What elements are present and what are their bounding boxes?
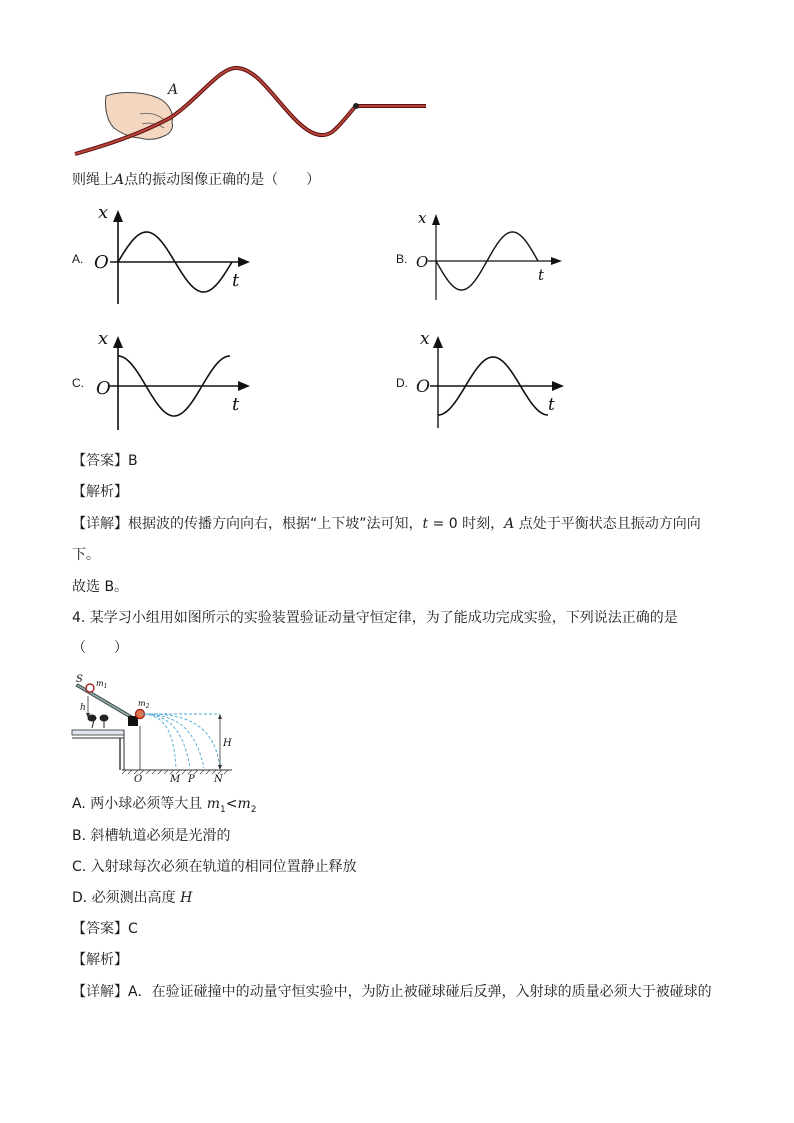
svg-text:t: t — [232, 394, 240, 415]
question3-analysis: 【解析】 — [72, 484, 128, 500]
graph-option-c — [88, 328, 258, 438]
graph-option-b-label: B. — [396, 252, 408, 266]
question3-detail-line2: 下。 — [72, 547, 100, 563]
question3-conclusion: 故选 B。 — [72, 579, 129, 595]
svg-text:O: O — [134, 774, 143, 784]
svg-text:x: x — [418, 209, 427, 227]
svg-text:M: M — [170, 774, 181, 784]
question3-stem: 则绳上A点的振动图像正确的是（ ） — [72, 172, 321, 188]
question4-option-a: A. 两小球必须等大且 $m_1<m_2$ — [72, 796, 257, 815]
question4-stem-line2: （ ） — [72, 640, 128, 656]
question3-answer: 【答案】B — [72, 453, 138, 469]
svg-text:h: h — [80, 703, 86, 713]
graph-option-d-label: D. — [396, 376, 408, 390]
svg-text:H: H — [223, 738, 232, 749]
svg-text:P: P — [188, 774, 195, 784]
svg-text:m1: $m_1$ — [96, 679, 108, 690]
svg-text:O: O — [416, 253, 429, 271]
svg-text:N: N — [214, 774, 223, 784]
svg-text:O: O — [96, 378, 111, 399]
svg-text:t: t — [548, 395, 555, 415]
rope-end-dot — [353, 103, 359, 109]
graph-option-a-label: A. — [72, 252, 84, 266]
point-a-label: A — [168, 82, 179, 98]
question4-option-b: B. 斜槽轨道必须是光滑的 — [72, 828, 231, 844]
svg-text:x: x — [98, 202, 109, 223]
question4-option-d: D. 必须测出高度 H — [72, 890, 193, 906]
question4-detail-line1: 【详解】A．在验证碰撞中的动量守恒实验中，为防止被碰球碰后反弹，入射球的质量必须大于被碰球的 — [72, 984, 712, 1000]
question4-option-c: C. 入射球每次必须在轨道的相同位置静止释放 — [72, 859, 357, 875]
svg-text:t: t — [538, 266, 545, 284]
graph-option-d — [410, 328, 580, 432]
momentum-apparatus-figure — [70, 672, 240, 784]
graph-option-a — [88, 202, 258, 312]
svg-text:x: x — [420, 329, 430, 349]
svg-text:O: O — [416, 377, 430, 397]
graph-option-c-label: C. — [72, 376, 84, 390]
question4-answer: 【答案】C — [72, 921, 138, 937]
graph-option-b — [410, 206, 580, 306]
svg-text:t: t — [232, 270, 240, 291]
question4-stem-line1: 4. 某学习小组用如图所示的实验装置验证动量守恒定律，为了能成功完成实验，下列说法正确的是 — [72, 610, 678, 626]
question4-analysis: 【解析】 — [72, 952, 128, 968]
svg-text:x: x — [98, 328, 109, 349]
svg-text:S: S — [76, 674, 83, 685]
question3-detail-line1: 【详解】根据波的传播方向向右，根据“上下坡”法可知，t = 0 时刻，A 点处于平衡状态且振动方向向 — [72, 516, 701, 532]
svg-text:O: O — [94, 252, 109, 273]
rope-wave-figure — [70, 62, 440, 162]
svg-text:m2: $m_2$ — [138, 699, 150, 710]
